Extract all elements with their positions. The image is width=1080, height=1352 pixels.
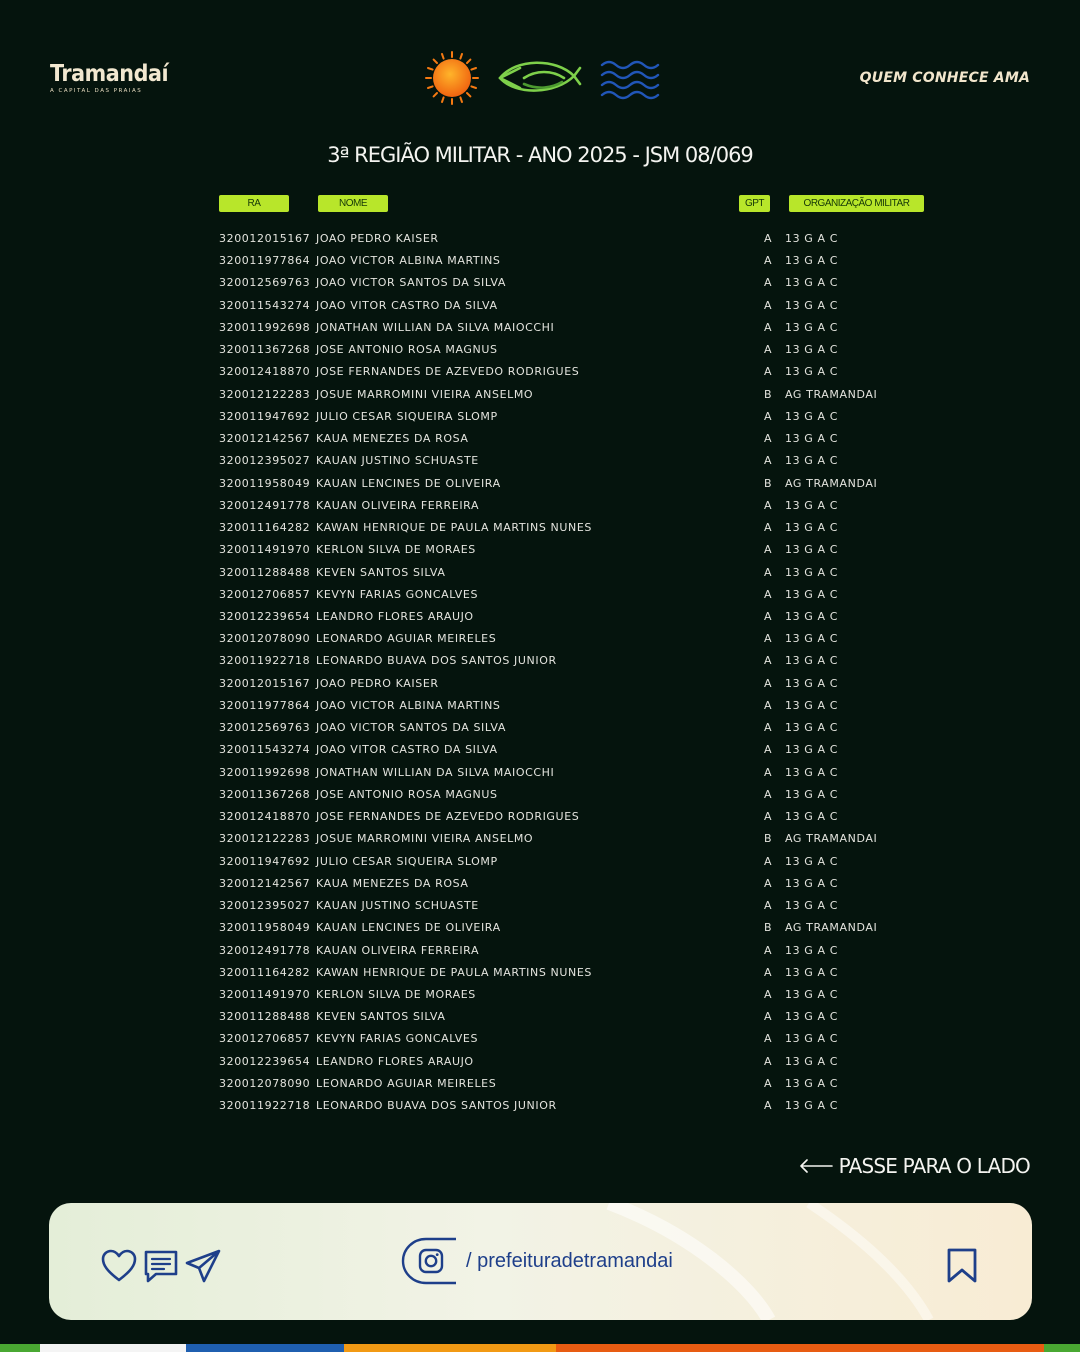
cell-ra: 320011543274: [219, 743, 311, 757]
cell-organizacao-militar: 13 G A C: [785, 298, 839, 312]
sun-icon: [426, 52, 478, 104]
cell-gpt: A: [764, 276, 773, 290]
cell-nome: LEONARDO AGUIAR MEIRELES: [316, 632, 497, 646]
cell-ra: 320011164282: [219, 965, 311, 979]
table-row: [0, 985, 1080, 1007]
cell-nome: JOSE FERNANDES DE AZEVEDO RODRIGUES: [316, 810, 580, 824]
table-row: [0, 941, 1080, 963]
cell-organizacao-militar: 13 G A C: [785, 365, 839, 379]
cell-gpt: A: [764, 1099, 773, 1113]
cell-gpt: A: [764, 409, 773, 423]
social-footer-card: [49, 1203, 1032, 1320]
cell-ra: 320012142567: [219, 876, 311, 890]
cell-gpt: A: [764, 743, 773, 757]
cell-organizacao-militar: 13 G A C: [785, 343, 839, 357]
cell-ra: 320011992698: [219, 320, 311, 334]
cell-organizacao-militar: 13 G A C: [785, 632, 839, 646]
cell-nome: KEVYN FARIAS GONCALVES: [316, 1032, 479, 1046]
swipe-label: PASSE PARA O LADO: [838, 1154, 1030, 1178]
cell-gpt: A: [764, 521, 773, 535]
cell-nome: JOSUE MARROMINI VIEIRA ANSELMO: [316, 387, 534, 401]
table-row: [0, 651, 1080, 673]
table-row: [0, 273, 1080, 295]
cell-ra: 320012015167: [219, 232, 311, 245]
cell-ra: 320011164282: [219, 521, 311, 535]
cell-nome: KAWAN HENRIQUE DE PAULA MARTINS NUNES: [316, 965, 592, 979]
cell-organizacao-militar: 13 G A C: [785, 987, 839, 1001]
cell-gpt: A: [764, 854, 773, 868]
cell-nome: LEANDRO FLORES ARAUJO: [316, 609, 474, 623]
cell-nome: JULIO CESAR SIQUEIRA SLOMP: [316, 854, 498, 868]
slogan: QUEM CONHECE AMA: [859, 70, 1030, 86]
cell-organizacao-militar: AG TRAMANDAI: [785, 476, 878, 490]
table-row: [0, 1052, 1080, 1074]
cell-nome: KAUA MENEZES DA ROSA: [316, 432, 469, 446]
cell-gpt: A: [764, 965, 773, 979]
cell-nome: KAUAN OLIVEIRA FERREIRA: [316, 943, 480, 957]
roster-table: [0, 229, 1080, 1118]
cell-gpt: A: [764, 320, 773, 334]
arrow-left-icon: [799, 1159, 833, 1173]
cell-organizacao-militar: 13 G A C: [785, 654, 839, 668]
swipe-hint: [799, 1154, 1030, 1178]
cell-ra: 320012491778: [219, 943, 311, 957]
comment-icon[interactable]: [143, 1249, 179, 1285]
table-row: [0, 852, 1080, 874]
cell-organizacao-militar: 13 G A C: [785, 409, 839, 423]
table-row: [0, 318, 1080, 340]
cell-ra: 320011958049: [219, 476, 311, 490]
cell-nome: KAUAN JUSTINO SCHUASTE: [316, 454, 479, 468]
header-logos: [424, 50, 660, 106]
cell-ra: 320012491778: [219, 498, 311, 512]
cell-ra: 320012706857: [219, 587, 311, 601]
cell-organizacao-militar: 13 G A C: [785, 454, 839, 468]
cell-ra: 320011958049: [219, 921, 311, 935]
cell-gpt: A: [764, 676, 773, 690]
cell-gpt: A: [764, 1032, 773, 1046]
cell-gpt: A: [764, 254, 773, 268]
cell-gpt: A: [764, 765, 773, 779]
table-row: [0, 763, 1080, 785]
instagram-handle[interactable]: / prefeituradetramandai: [466, 1249, 673, 1272]
cell-ra: 320011367268: [219, 343, 311, 357]
cell-gpt: B: [764, 832, 773, 846]
cell-gpt: A: [764, 721, 773, 735]
cell-nome: LEANDRO FLORES ARAUJO: [316, 1054, 474, 1068]
cell-organizacao-militar: 13 G A C: [785, 232, 839, 245]
instagram-icon: [400, 1236, 460, 1286]
table-row: [0, 918, 1080, 940]
cell-organizacao-militar: 13 G A C: [785, 521, 839, 535]
color-stripe: [0, 1344, 1080, 1352]
table-row: [0, 1096, 1080, 1118]
cell-gpt: A: [764, 498, 773, 512]
cell-organizacao-militar: 13 G A C: [785, 498, 839, 512]
cell-organizacao-militar: 13 G A C: [785, 1010, 839, 1024]
cell-nome: KEVYN FARIAS GONCALVES: [316, 587, 479, 601]
table-row: [0, 585, 1080, 607]
cell-ra: 320012078090: [219, 1076, 311, 1090]
cell-ra: 320012239654: [219, 609, 311, 623]
cell-nome: JULIO CESAR SIQUEIRA SLOMP: [316, 409, 498, 423]
cell-organizacao-militar: 13 G A C: [785, 1076, 839, 1090]
cell-ra: 320011288488: [219, 1010, 311, 1024]
cell-gpt: A: [764, 987, 773, 1001]
column-header-nome: NOME: [318, 195, 388, 212]
table-row: [0, 785, 1080, 807]
table-row: [0, 740, 1080, 762]
page-title: 3ª REGIÃO MILITAR - ANO 2025 - JSM 08/069: [327, 143, 753, 167]
cell-gpt: B: [764, 921, 773, 935]
cell-ra: 320012569763: [219, 276, 311, 290]
cell-organizacao-militar: 13 G A C: [785, 609, 839, 623]
cell-ra: 320011922718: [219, 654, 311, 668]
cell-nome: JOAO VICTOR SANTOS DA SILVA: [316, 276, 506, 290]
cell-organizacao-militar: 13 G A C: [785, 787, 839, 801]
cell-nome: KAUAN JUSTINO SCHUASTE: [316, 899, 479, 913]
cell-nome: KERLON SILVA DE MORAES: [316, 543, 476, 557]
cell-organizacao-militar: 13 G A C: [785, 698, 839, 712]
cell-organizacao-militar: 13 G A C: [785, 965, 839, 979]
bookmark-icon[interactable]: [945, 1248, 979, 1284]
cell-ra: 320011367268: [219, 787, 311, 801]
cell-ra: 320012122283: [219, 387, 311, 401]
table-row: [0, 540, 1080, 562]
cell-ra: 320012078090: [219, 632, 311, 646]
table-row: [0, 1007, 1080, 1029]
cell-gpt: A: [764, 365, 773, 379]
cell-nome: JOAO VITOR CASTRO DA SILVA: [316, 743, 498, 757]
cell-ra: 320011491970: [219, 543, 311, 557]
brand-name: Tramandaí: [50, 61, 169, 87]
cell-organizacao-militar: 13 G A C: [785, 676, 839, 690]
cell-organizacao-militar: 13 G A C: [785, 721, 839, 735]
cell-organizacao-militar: 13 G A C: [785, 743, 839, 757]
cell-nome: LEONARDO BUAVA DOS SANTOS JUNIOR: [316, 654, 557, 668]
cell-organizacao-militar: 13 G A C: [785, 876, 839, 890]
cell-gpt: A: [764, 876, 773, 890]
cell-organizacao-militar: 13 G A C: [785, 254, 839, 268]
table-row: [0, 296, 1080, 318]
cell-ra: 320011922718: [219, 1099, 311, 1113]
cell-organizacao-militar: 13 G A C: [785, 276, 839, 290]
cell-gpt: B: [764, 387, 773, 401]
cell-organizacao-militar: 13 G A C: [785, 432, 839, 446]
cell-nome: JOAO VITOR CASTRO DA SILVA: [316, 298, 498, 312]
cell-organizacao-militar: 13 G A C: [785, 1099, 839, 1113]
instagram-link[interactable]: [400, 1236, 673, 1286]
table-row: [0, 451, 1080, 473]
cell-ra: 320012015167: [219, 676, 311, 690]
cell-gpt: A: [764, 565, 773, 579]
cell-gpt: A: [764, 810, 773, 824]
table-row: [0, 496, 1080, 518]
table-row: [0, 340, 1080, 362]
cell-nome: KAUAN LENCINES DE OLIVEIRA: [316, 476, 501, 490]
cell-gpt: A: [764, 609, 773, 623]
cell-gpt: A: [764, 587, 773, 601]
table-row: [0, 251, 1080, 273]
cell-nome: JOAO VICTOR SANTOS DA SILVA: [316, 721, 506, 735]
table-row: [0, 362, 1080, 384]
cell-gpt: A: [764, 343, 773, 357]
cell-nome: JONATHAN WILLIAN DA SILVA MAIOCCHI: [316, 765, 555, 779]
cell-nome: KERLON SILVA DE MORAES: [316, 987, 476, 1001]
column-header-organizacao-militar: ORGANIZAÇÃO MILITAR: [789, 195, 924, 212]
cell-gpt: A: [764, 432, 773, 446]
table-row: [0, 407, 1080, 429]
cell-organizacao-militar: AG TRAMANDAI: [785, 387, 878, 401]
table-row: [0, 474, 1080, 496]
cell-ra: 320012418870: [219, 810, 311, 824]
table-row: [0, 718, 1080, 740]
cell-gpt: A: [764, 298, 773, 312]
table-row: [0, 696, 1080, 718]
cell-ra: 320011288488: [219, 565, 311, 579]
column-header-ra: RA: [219, 195, 289, 212]
cell-nome: JOSE ANTONIO ROSA MAGNUS: [316, 343, 498, 357]
table-row: [0, 896, 1080, 918]
cell-nome: KEVEN SANTOS SILVA: [316, 565, 446, 579]
cell-ra: 320011947692: [219, 854, 311, 868]
cell-gpt: A: [764, 654, 773, 668]
waves-icon: [602, 62, 658, 98]
cell-gpt: A: [764, 232, 773, 245]
fish-icon: [500, 63, 580, 91]
cell-gpt: A: [764, 1076, 773, 1090]
cell-gpt: A: [764, 943, 773, 957]
column-header-gpt: GPT: [739, 195, 770, 212]
cell-nome: JOSUE MARROMINI VIEIRA ANSELMO: [316, 832, 534, 846]
cell-organizacao-militar: 13 G A C: [785, 1054, 839, 1068]
cell-ra: 320011992698: [219, 765, 311, 779]
table-row: [0, 229, 1080, 251]
table-row: [0, 629, 1080, 651]
cell-nome: JOAO PEDRO KAISER: [316, 676, 439, 690]
cell-nome: JOAO PEDRO KAISER: [316, 232, 439, 245]
cell-gpt: A: [764, 632, 773, 646]
cell-nome: KAWAN HENRIQUE DE PAULA MARTINS NUNES: [316, 521, 592, 535]
cell-ra: 320012395027: [219, 454, 311, 468]
cell-ra: 320011543274: [219, 298, 311, 312]
cell-ra: 320011977864: [219, 254, 311, 268]
cell-nome: KEVEN SANTOS SILVA: [316, 1010, 446, 1024]
table-row: [0, 1074, 1080, 1096]
cell-organizacao-militar: 13 G A C: [785, 565, 839, 579]
table-row: [0, 563, 1080, 585]
cell-organizacao-militar: 13 G A C: [785, 543, 839, 557]
table-row: [0, 429, 1080, 451]
cell-ra: 320012418870: [219, 365, 311, 379]
table-row: [0, 385, 1080, 407]
cell-ra: 320011947692: [219, 409, 311, 423]
cell-organizacao-militar: 13 G A C: [785, 765, 839, 779]
cell-gpt: A: [764, 1054, 773, 1068]
table-row: [0, 518, 1080, 540]
table-row: [0, 607, 1080, 629]
cell-nome: LEONARDO BUAVA DOS SANTOS JUNIOR: [316, 1099, 557, 1113]
cell-nome: JONATHAN WILLIAN DA SILVA MAIOCCHI: [316, 320, 555, 334]
cell-organizacao-militar: 13 G A C: [785, 1032, 839, 1046]
cell-gpt: A: [764, 698, 773, 712]
cell-nome: KAUAN LENCINES DE OLIVEIRA: [316, 921, 501, 935]
cell-nome: JOSE FERNANDES DE AZEVEDO RODRIGUES: [316, 365, 580, 379]
cell-nome: KAUA MENEZES DA ROSA: [316, 876, 469, 890]
brand-tagline: A CAPITAL DAS PRAIAS: [50, 88, 143, 94]
table-row: [0, 1029, 1080, 1051]
table-row: [0, 807, 1080, 829]
brand-logo: [50, 60, 169, 94]
table-row: [0, 829, 1080, 851]
cell-ra: 320011977864: [219, 698, 311, 712]
cell-gpt: A: [764, 543, 773, 557]
cell-ra: 320012239654: [219, 1054, 311, 1068]
cell-ra: 320012569763: [219, 721, 311, 735]
cell-ra: 320011491970: [219, 987, 311, 1001]
cell-organizacao-militar: 13 G A C: [785, 854, 839, 868]
cell-organizacao-militar: 13 G A C: [785, 899, 839, 913]
cell-gpt: A: [764, 454, 773, 468]
cell-organizacao-militar: 13 G A C: [785, 810, 839, 824]
cell-organizacao-militar: AG TRAMANDAI: [785, 832, 878, 846]
table-row: [0, 874, 1080, 896]
cell-organizacao-militar: 13 G A C: [785, 943, 839, 957]
cell-gpt: A: [764, 899, 773, 913]
share-icon[interactable]: [185, 1249, 221, 1283]
cell-organizacao-militar: AG TRAMANDAI: [785, 921, 878, 935]
cell-ra: 320012122283: [219, 832, 311, 846]
cell-organizacao-militar: 13 G A C: [785, 587, 839, 601]
cell-nome: KAUAN OLIVEIRA FERREIRA: [316, 498, 480, 512]
table-row: [0, 963, 1080, 985]
cell-ra: 320012706857: [219, 1032, 311, 1046]
table-row: [0, 674, 1080, 696]
cell-nome: JOSE ANTONIO ROSA MAGNUS: [316, 787, 498, 801]
cell-nome: JOAO VICTOR ALBINA MARTINS: [316, 698, 501, 712]
cell-ra: 320012142567: [219, 432, 311, 446]
cell-nome: LEONARDO AGUIAR MEIRELES: [316, 1076, 497, 1090]
cell-organizacao-militar: 13 G A C: [785, 320, 839, 334]
cell-gpt: A: [764, 1010, 773, 1024]
cell-gpt: A: [764, 787, 773, 801]
cell-nome: JOAO VICTOR ALBINA MARTINS: [316, 254, 501, 268]
cell-gpt: B: [764, 476, 773, 490]
cell-ra: 320012395027: [219, 899, 311, 913]
heart-icon[interactable]: [101, 1249, 137, 1283]
